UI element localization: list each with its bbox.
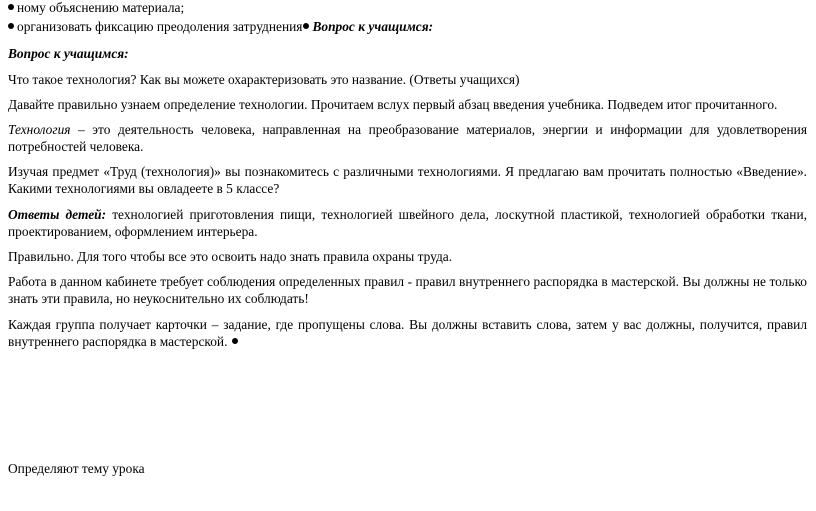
section-heading: Вопрос к учащимся:: [8, 46, 129, 61]
paragraph-cards-task: [8, 316, 807, 350]
bullet-item-2: [8, 18, 807, 35]
bullet-icon: [303, 23, 309, 29]
paragraph-study-subject: Изучая предмет «Труд (технология)» вы познакомитесь с различными технологиями. Я предлагаю вам прочитать полностью «Введение». Какими технологиями вы овладеете в 5 классе?: [8, 164, 807, 196]
paragraph-lesson-topic: Определяют тему урока: [8, 461, 145, 476]
paragraph-safety: Правильно. Для того чтобы все это освоить надо знать правила охраны труда.: [8, 249, 453, 264]
definition-text: – это деятельность человека, направленная на преобразование материалов, энергии и информации для удовлетворения потребностей человека.: [8, 122, 807, 154]
bullet-icon: [8, 23, 14, 29]
bullet-icon: [232, 338, 238, 344]
bullet-text-2: организовать фиксацию преодоления затруднения: [17, 19, 303, 34]
bullet-2-question-tail: Вопрос к учащимся:: [312, 19, 434, 34]
bullet-item-1: [8, 0, 807, 16]
bullet-text-1: ному объяснению материала;: [17, 0, 185, 15]
paragraph-rules: Работа в данном кабинете требует соблюдения определенных правил - правил внутреннего распорядка в мастерской. Вы должны не только знать эти правила, но неукоснительно их соблюдать!: [8, 274, 807, 306]
paragraph-question: Что такое технология? Как вы можете охарактеризовать это название. (Ответы учащихся): [8, 72, 520, 87]
answers-text: технологией приготовления пищи, технологией швейного дела, лоскутной пластикой, технологией обработки ткани, проектированием, оформлением интерьера.: [8, 207, 807, 239]
paragraph-technology-definition: [8, 121, 807, 155]
bullet-icon: [8, 4, 14, 10]
answers-label: Ответы детей:: [8, 207, 107, 222]
cards-task-text: Каждая группа получает карточки – задание, где пропущены слова. Вы должны вставить слова, затем у вас должны, получится, правил внутреннего распорядка в мастерской.: [8, 317, 807, 349]
paragraph-definition-intro: Давайте правильно узнаем определение технологии. Прочитаем вслух первый абзац введения учебника. Подведем итог прочитанного.: [8, 97, 778, 112]
paragraph-children-answers: [8, 206, 807, 240]
term-technology: Технология: [8, 122, 71, 137]
